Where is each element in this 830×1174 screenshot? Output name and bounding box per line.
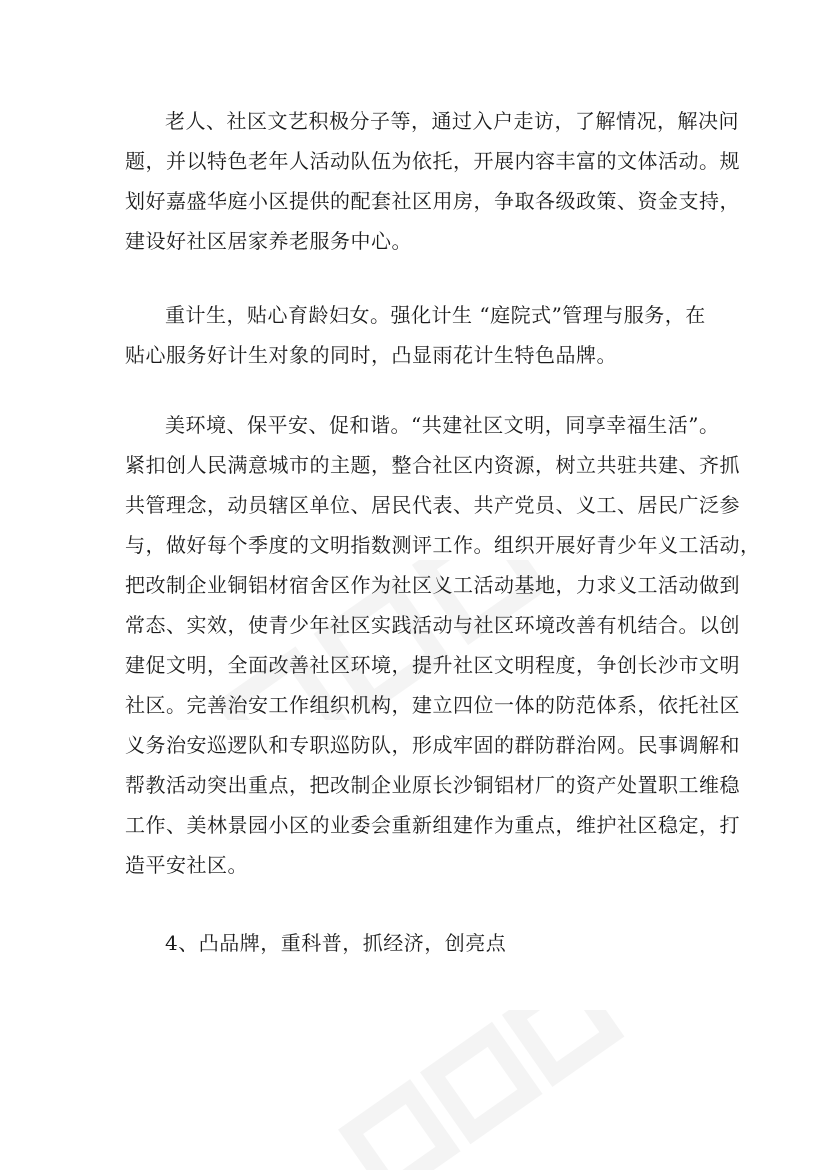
- text-line: 美环境、保平安、促和谐。“共建社区文明，同享幸福生活”。: [165, 413, 720, 437]
- text-line: 共管理念，动员辖区单位、居民代表、共产党员、义工、居民广泛参: [125, 493, 740, 517]
- text-line: 建设好社区居家养老服务中心。: [125, 229, 412, 253]
- text-line: 帮教活动突出重点，把改制企业原长沙铜铝材厂的资产处置职工维稳: [125, 773, 740, 797]
- text-line: 义务治安巡逻队和专职巡防队，形成牢固的群防群治网。民事调解和: [125, 733, 740, 757]
- paragraph-environment-security: [125, 405, 761, 885]
- text-line: 社区。完善治安工作组织机构，建立四位一体的防范体系，依托社区: [125, 693, 740, 717]
- text-line: 4、凸品牌，重科普，抓经济，创亮点: [165, 931, 507, 955]
- text-line: 紧扣创人民满意城市的主题，整合社区内资源，树立共驻共建、齐抓: [125, 453, 740, 477]
- text-line: 重计生，贴心育龄妇女。强化计生 “庭院式”管理与服务，在: [165, 303, 706, 327]
- watermark-graphic: [330, 1010, 630, 1170]
- text-line: 把改制企业铜铝材宿舍区作为社区义工活动基地，力求义工活动做到: [125, 573, 740, 597]
- text-line: 常态、实效，使青少年社区实践活动与社区环境改善有机结合。以创: [125, 613, 740, 637]
- text-line: 工作、美林景园小区的业委会重新组建作为重点，维护社区稳定，打: [125, 813, 740, 837]
- paragraph-family-planning: [125, 295, 715, 375]
- text-line: 与，做好每个季度的文明指数测评工作。组织开展好青少年义工活动，: [125, 533, 761, 557]
- section-heading-brand: [125, 923, 715, 963]
- paragraph-elderly-services: [125, 101, 740, 261]
- text-line: 划好嘉盛华庭小区提供的配套社区用房，争取各级政策、资金支持，: [125, 189, 740, 213]
- text-line: 贴心服务好计生对象的同时，凸显雨花计生特色品牌。: [125, 343, 617, 367]
- text-line: 题，并以特色老年人活动队伍为依托，开展内容丰富的文体活动。规: [125, 149, 740, 173]
- text-line: 建促文明，全面改善社区环境，提升社区文明程度，争创长沙市文明: [125, 653, 740, 677]
- text-line: 老人、社区文艺积极分子等，通过入户走访，了解情况，解决问: [165, 109, 739, 133]
- text-line: 造平安社区。: [125, 853, 248, 877]
